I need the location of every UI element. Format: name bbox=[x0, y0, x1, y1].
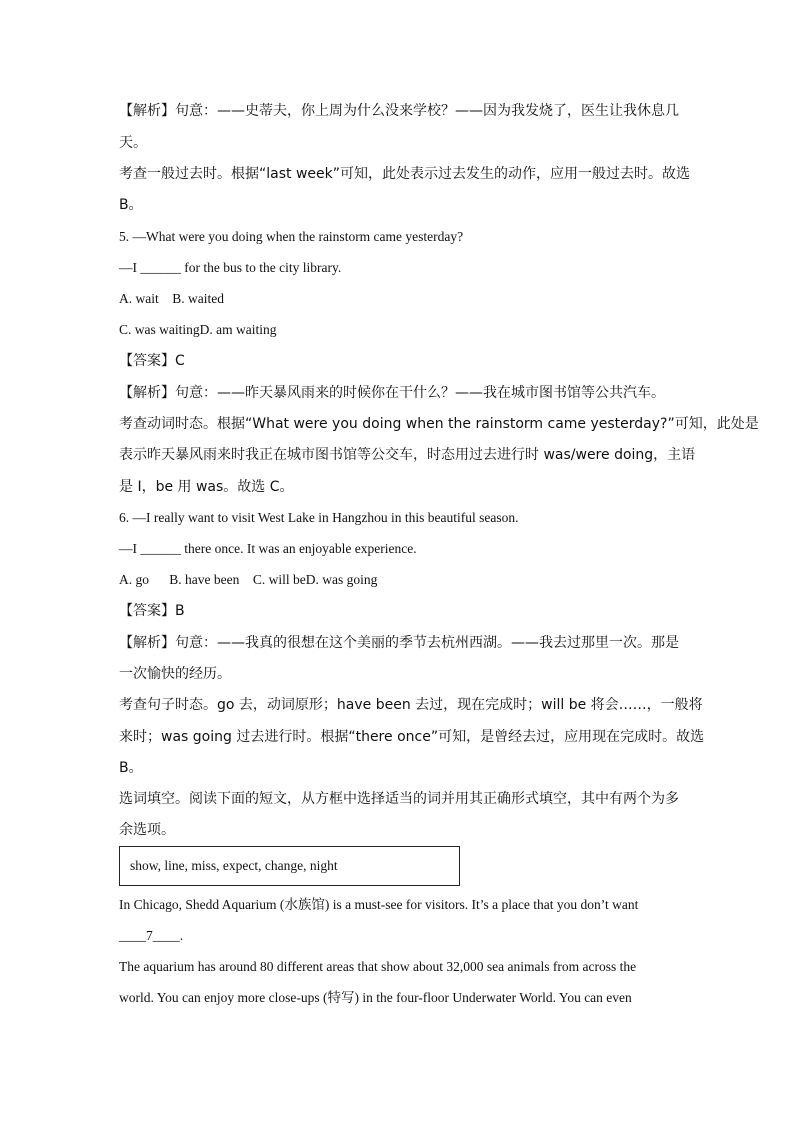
question-5-options-ab: A. wait B. waited bbox=[119, 291, 224, 306]
question-6-stem: 6. —I really want to visit West Lake in Hangzhou in this beautiful season. bbox=[119, 510, 519, 525]
analysis-q6-line3: 考查句子时态。go 去，动词原形；have been 去过，现在完成时；will be 将会……，一般将 bbox=[119, 697, 703, 713]
section-instructions-line1: 选词填空。阅读下面的短文，从方框中选择适当的词并用其正确形式填空，其中有两个为多 bbox=[119, 791, 679, 807]
question-6-options: A. go B. have been C. will beD. was going bbox=[119, 572, 378, 587]
passage-line2: The aquarium has around 80 different areas that show about 32,000 sea animals from across the bbox=[119, 959, 637, 974]
analysis-q4-line4: B。 bbox=[119, 197, 143, 213]
word-bank-box bbox=[119, 846, 460, 886]
question-5-stem: 5. —What were you doing when the rainstorm came yesterday? bbox=[119, 229, 464, 244]
answer-5: 【答案】C bbox=[119, 353, 185, 369]
question-6-response: —I ______ there once. It was an enjoyable experience. bbox=[119, 541, 417, 556]
passage-line3: world. You can enjoy more close-ups (特写) in the four-floor Underwater World. You can even bbox=[119, 990, 632, 1005]
analysis-q6-line2: 一次愉快的经历。 bbox=[119, 666, 231, 682]
analysis-q6-line4: 来时；was going 过去进行时。根据“there once”可知，是曾经去过，应用现在完成时。故选 bbox=[119, 729, 705, 745]
analysis-q6-line1: 【解析】句意：——我真的很想在这个美丽的季节去杭州西湖。——我去过那里一次。那是 bbox=[119, 635, 679, 651]
answer-6: 【答案】B bbox=[119, 603, 185, 619]
analysis-q5-line4: 是 I，be 用 was。故选 C。 bbox=[119, 479, 294, 495]
question-5-response: —I ______ for the bus to the city library. bbox=[119, 260, 342, 275]
analysis-q6-line5: B。 bbox=[119, 760, 143, 776]
analysis-q4-line2: 天。 bbox=[119, 135, 147, 151]
section-instructions-line2: 余选项。 bbox=[119, 822, 175, 838]
analysis-q5-line3: 表示昨天暴风雨来时我正在城市图书馆等公交车，时态用过去进行时 was/were doing，主语 bbox=[119, 447, 696, 463]
analysis-q4-line1: 【解析】句意：——史蒂夫，你上周为什么没来学校？——因为我发烧了，医生让我休息几 bbox=[119, 103, 679, 119]
question-5-options-cd: C. was waitingD. am waiting bbox=[119, 322, 277, 337]
analysis-q4-line3: 考查一般过去时。根据“last week”可知，此处表示过去发生的动作，应用一般过去时。故选 bbox=[119, 166, 690, 182]
passage-line1: In Chicago, Shedd Aquarium (水族馆) is a must-see for visitors. It’s a place that you don’t want bbox=[119, 897, 639, 912]
analysis-q5-line2: 考查动词时态。根据“What were you doing when the rainstorm came yesterday?”可知，此处是 bbox=[119, 416, 759, 432]
word-bank-text: show, line, miss, expect, change, night bbox=[130, 858, 338, 873]
passage-blank-7: ____7____. bbox=[119, 928, 184, 943]
analysis-q5-line1: 【解析】句意：——昨天暴风雨来的时候你在干什么？——我在城市图书馆等公共汽车。 bbox=[119, 385, 665, 401]
